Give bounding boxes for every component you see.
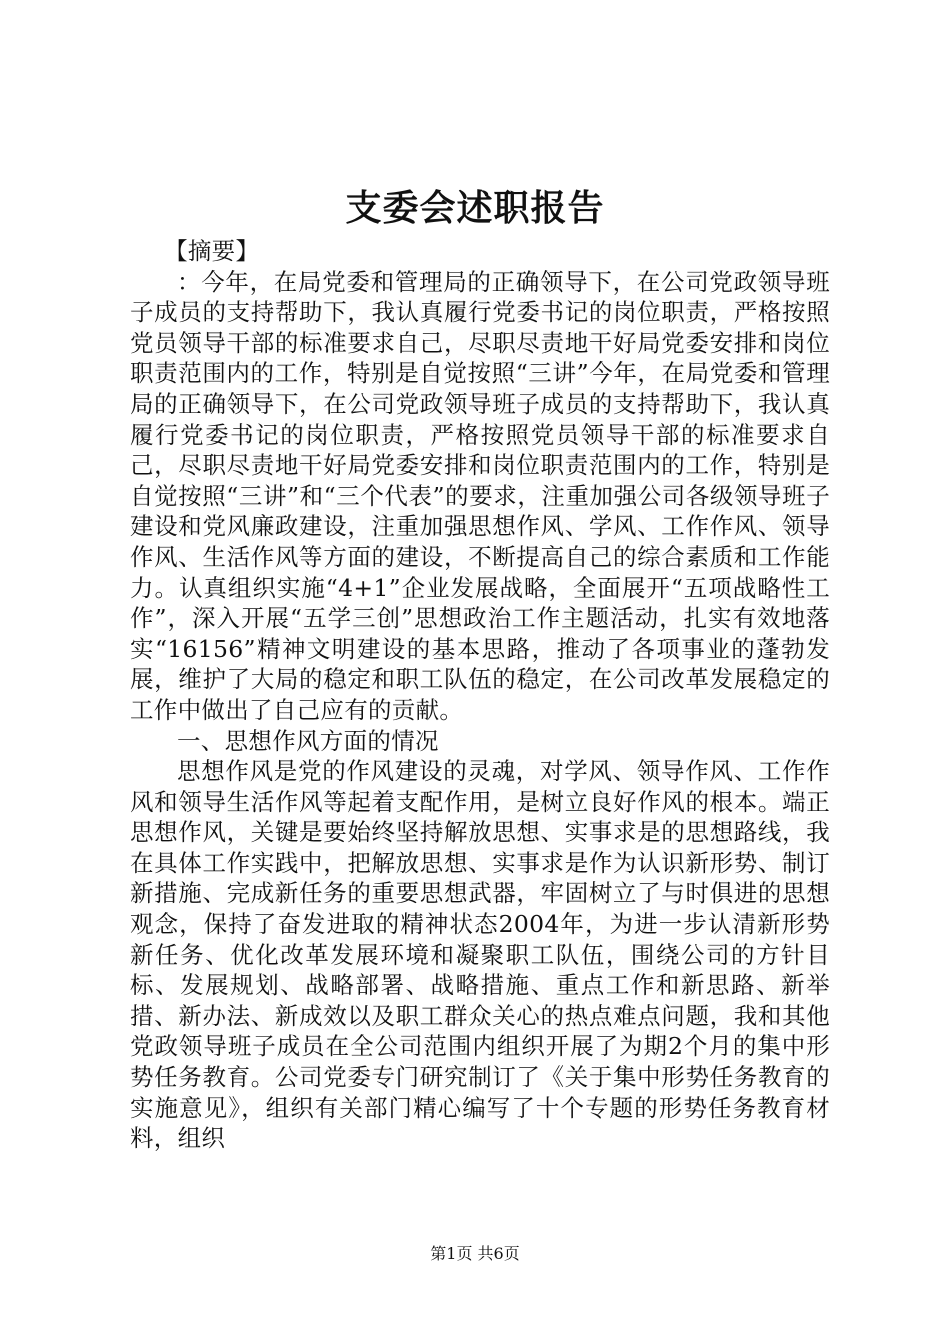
section-heading: 一、思想作风方面的情况 bbox=[177, 726, 439, 755]
document-title: 支委会述职报告 bbox=[345, 187, 605, 229]
section-paragraph: 思想作风是党的作风建设的灵魂，对学风、领导作风、工作作风和领导生活作风等起着支配作用，是树立良好作风的根本。端正思想作风，关键是要始终坚持解放思想、实事求是的思想路线，我在具体工作实践中，把解放思想、实事求是作为认识新形势、制订新措施、完成新任务的重要思想武器，牢固树立了与时俱进的思想观念，保持了奋发进取的精神状态2004年，为进一步认清新形势新任务、优化改革发展环境和凝聚职工队伍，围绕公司的方针目标、发展规划、战略部署、战略措施、重点工作和新思路、新举措、新办法、新成效以及职工群众关心的热点难点问题，我和其他党政领导班子成员在全公司范围内组织开展了为期2个月的集中形势任务教育。公司党委专门研究制订了《关于集中形势任务教育的实施意见》，组织有关部门精心编写了十个专题的形势任务教育材料，组织 bbox=[130, 757, 830, 1153]
abstract-heading: 【摘要】 bbox=[164, 237, 260, 265]
document-body bbox=[130, 236, 830, 1154]
abstract-paragraph: ：今年，在局党委和管理局的正确领导下，在公司党政领导班子成员的支持帮助下，我认真履行党委书记的岗位职责，严格按照党员领导干部的标准要求自己，尽职尽责地干好局党委安排和岗位职责范围内的工作，特别是自觉按照“三讲”今年，在局党委和管理局的正确领导下，在公司党政领导班子成员的支持帮助下，我认真履行党委书记的岗位职责，严格按照党员领导干部的标准要求自己，尽职尽责地干好局党委安排和岗位职责范围内的工作，特别是自觉按照“三讲”和“三个代表”的要求，注重加强公司各级领导班子建设和党风廉政建设，注重加强思想作风、学风、工作作风、领导作风、生活作风等方面的建设，不断提高自己的综合素质和工作能力。认真组织实施“4+1”企业发展战略，全面展开“五项战略性工作”，深入开展“五学三创”思想政治工作主题活动，扎实有效地落实“16156”精神文明建设的基本思路，推动了各项事业的蓬勃发展，维护了大局的稳定和职工队伍的稳定，在公司改革发展稳定的工作中做出了自己应有的贡献。 bbox=[130, 267, 830, 724]
page-number-footer: 第1页 共6页 bbox=[430, 1244, 520, 1263]
